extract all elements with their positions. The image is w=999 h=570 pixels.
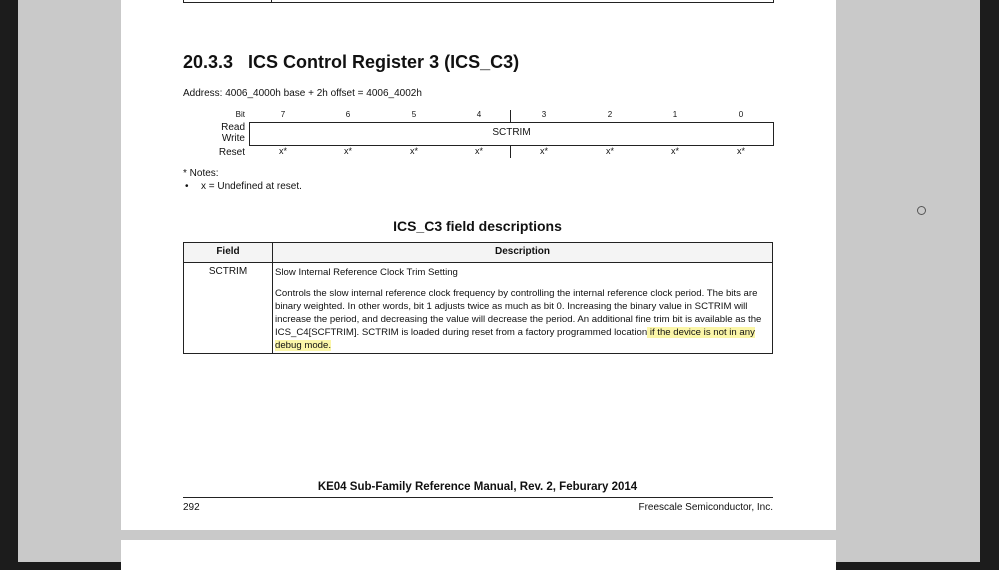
- bit-number: 1: [672, 110, 678, 119]
- bit-number: 2: [607, 110, 613, 119]
- notes-item: [183, 181, 302, 192]
- document-page[interactable]: [121, 0, 836, 530]
- section-number: 20.3.3: [183, 52, 234, 72]
- notes-item-text: x = Undefined at reset.: [201, 181, 302, 192]
- reset-value: x*: [474, 146, 483, 156]
- table-cell-description: [275, 266, 771, 360]
- footer-title: KE04 Sub-Family Reference Manual, Rev. 2, Feburary 2014: [317, 481, 638, 493]
- reset-value: x*: [343, 146, 352, 156]
- register-diagram: [183, 108, 783, 164]
- highlighted-text[interactable]: if the device is not in any debug mode.: [275, 327, 755, 351]
- page-number: 292: [183, 502, 200, 513]
- field-table-title: ICS_C3 field descriptions: [393, 218, 562, 234]
- section-title: ICS Control Register 3 (ICS_C3): [248, 52, 520, 72]
- previous-table-edge: [183, 0, 774, 3]
- table-column-divider: [272, 243, 273, 353]
- nibble-divider: [510, 146, 511, 158]
- description-main-text: Controls the slow internal reference clock frequency by controlling the internal reference clock period. The bits are binary weighted. In other words, bit 1 adjusts twice as much as bit 0. Increasing the binary value in SCTRIM will increase the period, and decreasing the value will decrease the period. An additional fine trim bit is available as the ICS_C4[SCFTRIM]. SCTRIM is loaded during reset from a factory programmed location: [275, 288, 762, 338]
- reset-value: x*: [409, 146, 418, 156]
- register-field-name: SCTRIM: [492, 127, 531, 138]
- register-row-labels: [183, 108, 245, 164]
- section-heading: [183, 52, 519, 73]
- reset-value: x*: [670, 146, 679, 156]
- bit-number: 7: [280, 110, 286, 119]
- notes-heading: * Notes:: [183, 168, 219, 179]
- description-body: [275, 287, 771, 352]
- register-field-box: [249, 122, 774, 146]
- table-header-field: Field: [216, 246, 240, 257]
- reset-value: x*: [539, 146, 548, 156]
- reset-label: Reset: [218, 147, 245, 158]
- table-cell-field: SCTRIM: [208, 266, 248, 277]
- description-summary: Slow Internal Reference Clock Trim Setting: [275, 267, 458, 278]
- reset-value: x*: [605, 146, 614, 156]
- reset-value: x*: [736, 146, 745, 156]
- write-label: Write: [221, 133, 245, 144]
- table-header-description: Description: [494, 246, 550, 257]
- read-label: Read: [221, 122, 245, 133]
- next-document-page[interactable]: [121, 540, 836, 570]
- nibble-divider: [510, 110, 511, 122]
- bit-number: 6: [345, 110, 351, 119]
- bit-number: 0: [738, 110, 744, 119]
- footer-company: Freescale Semiconductor, Inc.: [638, 502, 773, 513]
- footer-rule: [183, 497, 773, 498]
- bit-number: 3: [541, 110, 547, 119]
- bit-number: 5: [411, 110, 417, 119]
- register-notes: [183, 168, 302, 192]
- bit-number: 4: [476, 110, 482, 119]
- bullet-icon: •: [185, 181, 189, 192]
- scroll-position-indicator-icon[interactable]: [917, 206, 926, 215]
- field-description-table: [183, 242, 773, 354]
- register-address: Address: 4006_4000h base + 2h offset = 4006_4002h: [183, 88, 422, 99]
- bit-label: Bit: [235, 110, 245, 119]
- reset-value: x*: [278, 146, 287, 156]
